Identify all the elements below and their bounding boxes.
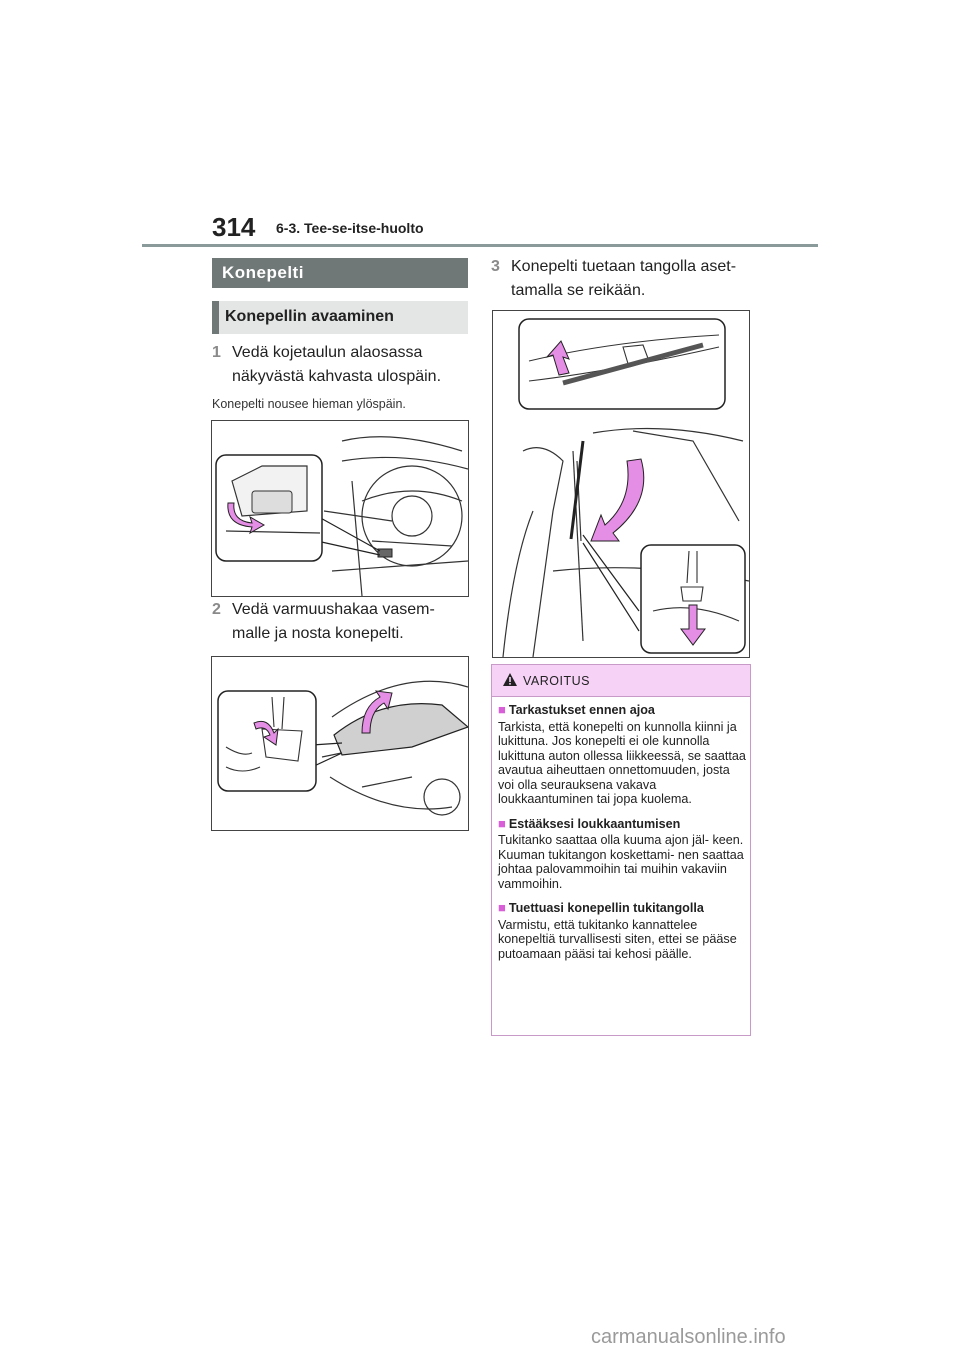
step-note: Konepelti nousee hieman ylöspäin. xyxy=(212,397,406,411)
subtitle-accent xyxy=(212,301,219,334)
page-title: Konepelti xyxy=(222,263,304,282)
warning-item-heading xyxy=(498,901,746,916)
support-rod-illustration xyxy=(493,311,749,657)
warning-item-heading xyxy=(498,817,746,832)
page-number: 314 xyxy=(212,212,256,242)
warning-heading-text: Tuettuasi konepellin tukitangolla xyxy=(508,901,704,915)
subtitle-bar xyxy=(212,301,468,334)
warning-heading-text: Tarkastukset ennen ajoa xyxy=(508,703,655,717)
step-number: 1 xyxy=(212,344,221,361)
square-bullet-icon: ■ xyxy=(498,702,506,717)
header-divider xyxy=(142,244,818,247)
warning-item-text: Tukitanko saattaa olla kuuma ajon jäl- keen. Kuuman tukitangon koskettami- nen saattaa johtaa palovammoihin tai muihin vakaviin vammoihin. xyxy=(498,833,744,891)
step-2 xyxy=(212,598,472,648)
step-text: Vedä kojetaulun alaosassa näkyvästä kahvasta ulospäin. xyxy=(232,344,442,385)
hood-lift-illustration xyxy=(212,657,468,830)
square-bullet-icon: ■ xyxy=(498,815,506,831)
step-1 xyxy=(212,341,472,391)
warning-triangle-icon xyxy=(502,672,518,687)
square-bullet-icon: ■ xyxy=(498,900,506,915)
warning-heading-text: Estääksesi loukkaantumisen xyxy=(508,816,681,831)
figure-support-rod xyxy=(492,310,750,658)
figure-safety-catch xyxy=(211,656,469,831)
step-number: 2 xyxy=(212,601,221,618)
subtitle: Konepellin avaaminen xyxy=(225,308,394,325)
section-label: 6-3. Tee-se-itse-huolto xyxy=(276,220,424,236)
warning-item-heading xyxy=(498,703,746,718)
warning-box xyxy=(491,664,751,1036)
step-3 xyxy=(491,255,751,305)
warning-header xyxy=(492,665,750,697)
warning-body xyxy=(498,703,746,971)
title-bar xyxy=(212,258,468,288)
warning-item-text: Tarkista, että konepelti on kunnolla kiinni ja lukittuna. Jos konepelti ei ole kunnolla lukittuna auton ollessa liikkeessä, se saattaa avautua aiheuttaen onnettomuuden, josta voi olla seurauksena vakava loukkaantuminen tai jopa kuolema. xyxy=(498,719,746,806)
step-text: Vedä varmuushakaa vasem- malle ja nosta konepelti. xyxy=(232,601,435,642)
figure-hood-release-handle xyxy=(211,420,469,597)
warning-title: VAROITUS xyxy=(523,674,590,688)
warning-item-text: Varmistu, että tukitanko kannattelee konepeltiä turvallisesti siten, ettei se pääse putoamaan pääsi tai kehosi päälle. xyxy=(498,917,737,961)
footer-watermark: carmanualsonline.info xyxy=(591,1326,786,1348)
dashboard-illustration xyxy=(212,421,468,596)
step-text: Konepelti tuetaan tangolla aset- tamalla se reikään. xyxy=(511,258,737,299)
step-number: 3 xyxy=(491,258,500,275)
